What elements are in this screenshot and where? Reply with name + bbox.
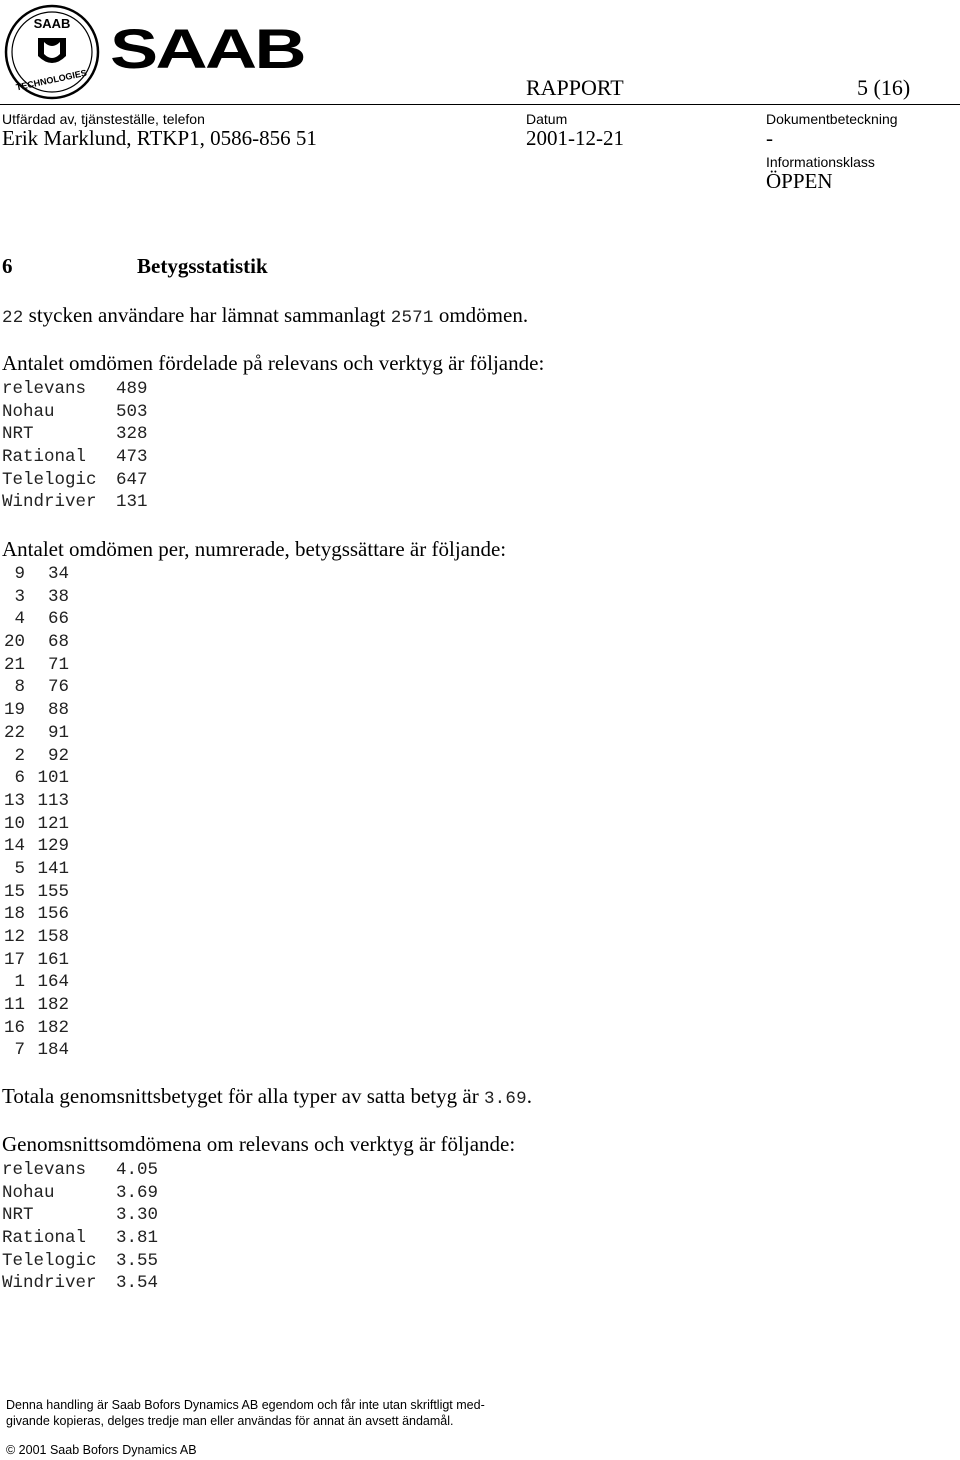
list-item [2,1204,159,1227]
item-name: relevans [2,379,87,399]
list-item [2,699,69,722]
list-item [2,1159,159,1182]
item-name: Nohau [2,1182,55,1203]
rater-count: 158 [37,927,69,947]
item-count: 647 [116,469,148,490]
total-average-end: . [526,1084,533,1108]
rater-count: 155 [37,881,69,902]
list-item [2,767,69,790]
report-title: RAPPORT [526,75,624,100]
rater-id: 3 [14,586,25,607]
rater-count: 182 [37,1017,69,1038]
list-item [2,1272,159,1295]
item-average: 3.81 [116,1228,159,1249]
list-item [2,1227,159,1250]
rater-count: 182 [37,995,69,1016]
distribution-list [2,378,148,514]
rater-id: 8 [14,677,25,698]
rater-count: 121 [37,813,69,834]
saab-seal-logo [4,4,100,100]
docref-label: Dokumentbeteckning [766,111,898,127]
rater-count: 92 [47,745,69,766]
intro-text-b: omdömen. [433,303,529,327]
item-average: 4.05 [116,1160,159,1180]
list-item [2,790,69,813]
rater-count: 113 [37,790,69,811]
total-average-value: 3.69 [483,1089,527,1109]
total-average-text: Totala genomsnittsbetyget för alla typer av satta betyg är [2,1084,484,1108]
rater-id: 15 [3,881,25,902]
item-count: 489 [116,379,148,399]
list-item [2,949,69,972]
list-item [2,926,69,949]
rater-id: 12 [3,927,25,947]
rater-id: 9 [14,564,25,584]
rater-id: 21 [3,654,25,675]
info-class-value: ÖPPEN [766,169,833,193]
issuer-label: Utfärdad av, tjänsteställe, telefon [2,111,205,127]
rater-id: 2 [14,745,25,766]
date-label: Datum [526,111,568,127]
rater-count: 141 [37,858,69,879]
svg-text:SAAB: SAAB [33,16,71,31]
item-average: 3.54 [116,1273,159,1294]
rater-count: 71 [47,654,69,675]
rater-count: 38 [47,586,69,607]
item-name: Telelogic [2,1250,97,1271]
rater-count: 129 [37,836,69,857]
svg-text:TECHNOLOGIES: TECHNOLOGIES [15,67,88,93]
rater-count: 68 [47,632,69,653]
rater-id: 17 [3,949,25,970]
item-name: Rational [2,1228,87,1249]
per-rater-list [2,563,69,1062]
section-title: Betygsstatistik [137,254,268,278]
footer-notice-line1: Denna handling är Saab Bofors Dynamics AB egendom och får inte utan skriftligt med- [6,1398,485,1412]
rater-count: 101 [37,768,69,789]
rater-id: 5 [14,858,25,879]
item-count: 503 [116,401,148,422]
user-count: 22 [2,308,24,328]
averages-heading: Genomsnittsomdömena om relevans och verktyg är följande: [2,1132,516,1156]
rater-count: 184 [37,1040,69,1061]
list-item [2,858,69,881]
list-item [2,469,148,492]
rater-count: 88 [47,700,69,721]
list-item [2,971,69,994]
list-item [2,813,69,836]
list-item [2,654,69,677]
list-item [2,1039,69,1062]
list-item [2,1250,159,1273]
list-item [2,401,148,424]
list-item [2,446,148,469]
list-item [2,631,69,654]
item-name: Rational [2,447,87,468]
rater-id: 18 [3,904,25,925]
info-class-label: Informationsklass [766,154,875,170]
list-item [2,676,69,699]
rater-count: 34 [47,564,69,584]
issuer-value: Erik Marklund, RTKP1, 0586-856 51 [2,126,317,150]
rater-id: 7 [14,1040,25,1061]
total-ratings: 2571 [390,308,434,328]
rater-count: 161 [37,949,69,970]
item-name: NRT [2,1205,34,1226]
rater-id: 19 [3,700,25,721]
rater-id: 14 [3,836,25,857]
list-item [2,835,69,858]
item-count: 473 [116,447,148,468]
list-item [2,881,69,904]
item-name: Windriver [2,1273,97,1294]
date-value: 2001-12-21 [526,126,624,150]
rater-count: 66 [47,609,69,630]
list-item [2,994,69,1017]
rater-id: 16 [3,1017,25,1038]
header-rule [0,104,960,105]
list-item [2,378,148,401]
list-item [2,563,69,586]
item-count: 131 [116,492,148,513]
rater-count: 91 [47,722,69,743]
footer-copyright: © 2001 Saab Bofors Dynamics AB [6,1443,197,1457]
item-average: 3.55 [116,1250,159,1271]
rater-id: 13 [3,790,25,811]
intro-sentence [2,303,528,328]
rater-id: 20 [3,632,25,653]
rater-id: 6 [14,768,25,789]
saab-wordmark-logo [110,24,306,74]
averages-list [2,1159,159,1295]
rater-id: 10 [3,813,25,834]
distribution-heading: Antalet omdömen fördelade på relevans och verktyg är följande: [2,351,545,375]
list-item [2,745,69,768]
item-name: relevans [2,1160,87,1180]
list-item [2,1182,159,1205]
list-item [2,903,69,926]
item-average: 3.69 [116,1182,159,1203]
rater-id: 22 [3,722,25,743]
list-item [2,608,69,631]
list-item [2,491,148,514]
list-item [2,586,69,609]
item-name: Nohau [2,401,55,422]
intro-text-a: stycken användare har lämnat sammanlagt [23,303,391,327]
footer-notice-line2: givande kopieras, delges tredje man eller användas för annat än avsett ändamål. [6,1414,454,1428]
item-name: NRT [2,424,34,445]
rater-count: 164 [37,972,69,993]
rater-id: 4 [14,609,25,630]
rater-id: 11 [3,995,25,1016]
list-item [2,423,148,446]
total-average-sentence [2,1084,532,1109]
item-name: Windriver [2,492,97,513]
item-average: 3.30 [116,1205,159,1226]
section-number: 6 [2,254,13,278]
per-rater-heading: Antalet omdömen per, numrerade, betygssättare är följande: [2,537,507,561]
item-name: Telelogic [2,469,97,490]
rater-count: 156 [37,904,69,925]
rater-count: 76 [47,677,69,698]
svg-text:SAAB: SAAB [110,24,304,74]
docref-value: - [766,126,773,150]
page-number: 5 (16) [857,75,911,100]
rater-id: 1 [14,972,25,993]
item-count: 328 [116,424,148,445]
list-item [2,722,69,745]
list-item [2,1017,69,1040]
